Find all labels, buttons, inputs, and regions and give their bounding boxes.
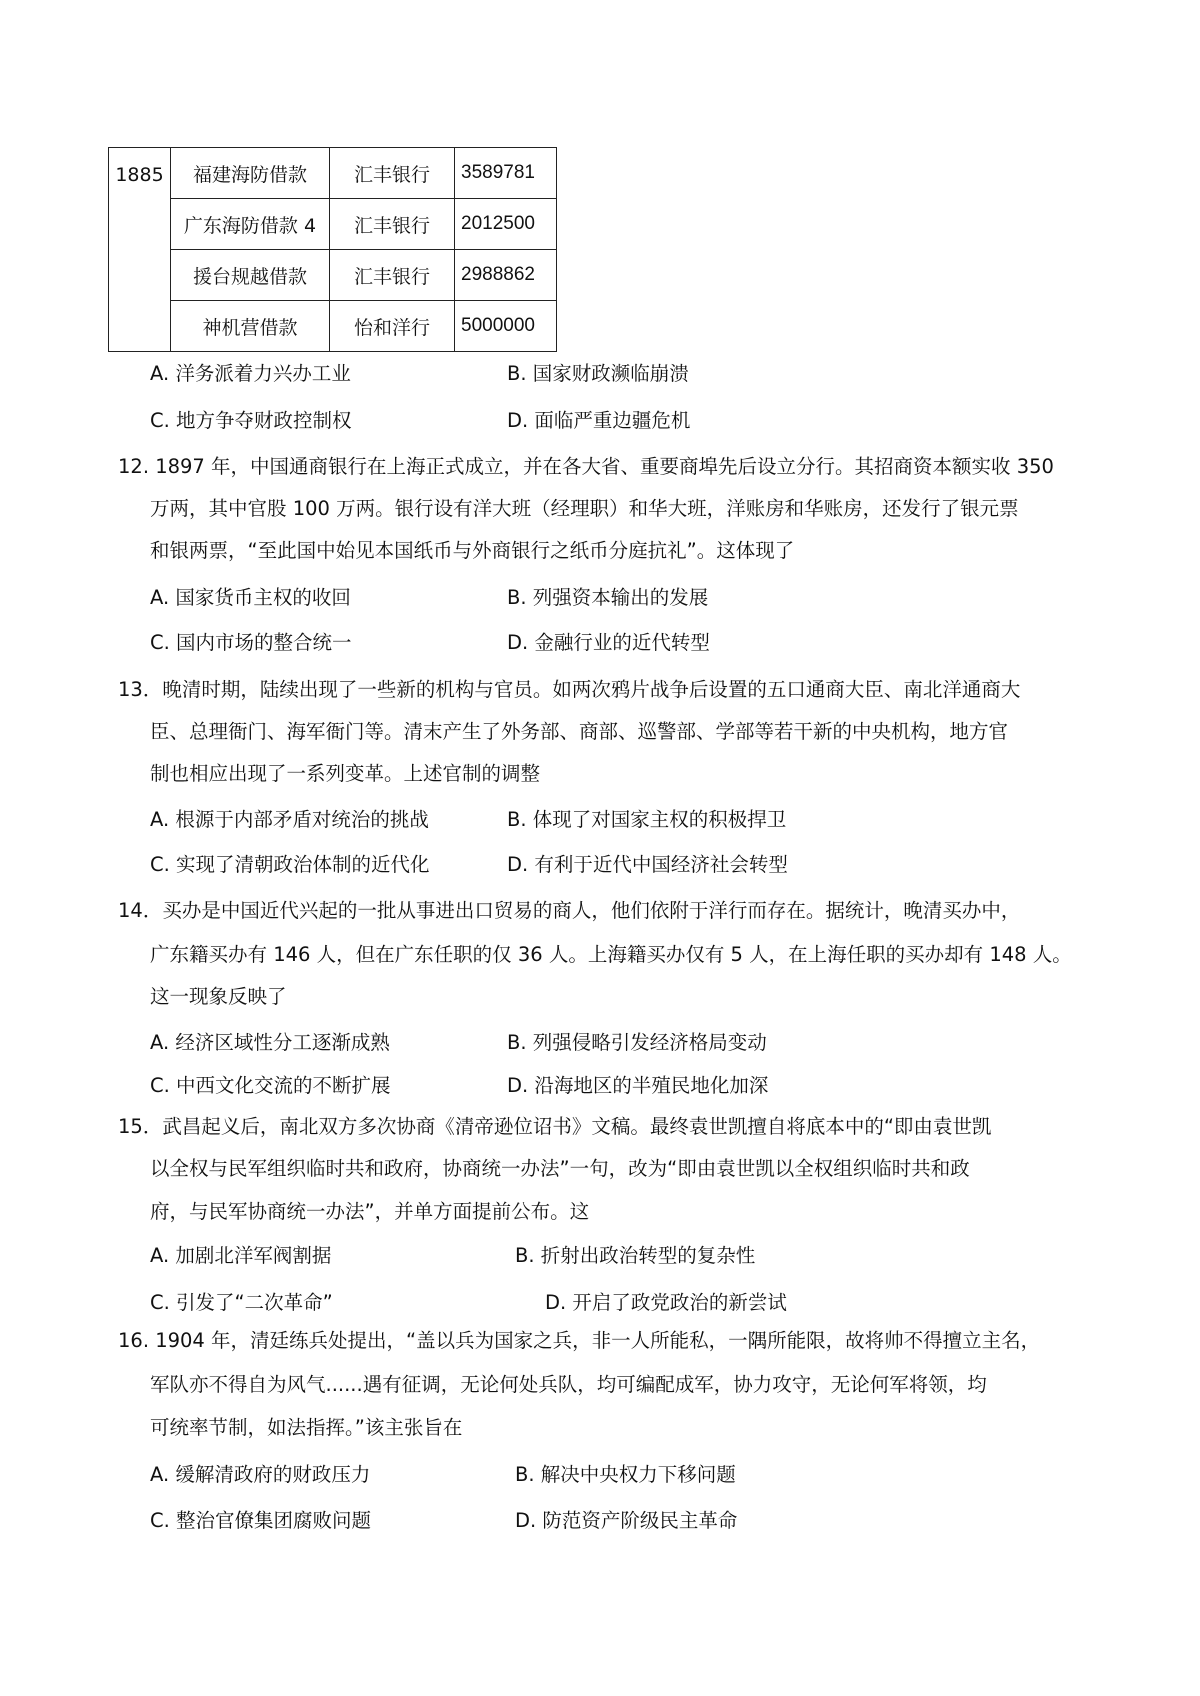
q14-option-b: B. 列强侵略引发经济格局变动 — [507, 1031, 767, 1054]
table-cell-year: 1885 — [109, 148, 171, 352]
q15-stem-line-3: 府，与民军协商统一办法”，并单方面提前公布。这 — [150, 1200, 590, 1223]
table-row — [109, 301, 557, 352]
q16-option-d: D. 防范资产阶级民主革命 — [515, 1509, 738, 1532]
q12-option-c: C. 国内市场的整合统一 — [150, 631, 352, 654]
q11-option-b: B. 国家财政濒临崩溃 — [507, 362, 689, 385]
table-cell-loan-name: 神机营借款 — [171, 301, 330, 352]
q12-stem-line-1: 12. 1897 年，中国通商银行在上海正式成立，并在各大省、重要商埠先后设立分行。其招商资本额实收 350 — [118, 455, 1054, 478]
q14-stem-line-2: 广东籍买办有 146 人，但在广东任职的仅 36 人。上海籍买办仅有 5 人，在上海任职的买办却有 148 人。 — [150, 943, 1072, 966]
q12-option-d: D. 金融行业的近代转型 — [507, 631, 710, 654]
q13-stem-line-3: 制也相应出现了一系列变革。上述官制的调整 — [150, 762, 541, 785]
q13-option-d: D. 有利于近代中国经济社会转型 — [507, 853, 788, 876]
table-cell-bank: 汇丰银行 — [330, 199, 455, 250]
q12-stem-line-2: 万两，其中官股 100 万两。银行设有洋大班（经理职）和华大班，洋账房和华账房，还发行了银元票 — [150, 497, 1019, 520]
q11-option-d: D. 面临严重边疆危机 — [507, 409, 691, 432]
table-cell-loan-name: 广东海防借款 4 — [171, 199, 330, 250]
q16-stem-line-1: 16. 1904 年，清廷练兵处提出，“盖以兵为国家之兵，非一人所能私，一隅所能限，故将帅不得擅立主名， — [118, 1329, 1041, 1352]
table-cell-amount: 5000000 — [455, 301, 557, 352]
q12-stem-line-3: 和银两票，“至此国中始见本国纸币与外商银行之纸币分庭抗礼”。这体现了 — [150, 539, 795, 562]
q13-option-c: C. 实现了清朝政治体制的近代化 — [150, 853, 430, 876]
table-cell-amount: 2988862 — [455, 250, 557, 301]
q16-stem-line-2: 军队亦不得自为风气......遇有征调，无论何处兵队，均可编配成军，协力攻守，无论何军将领，均 — [150, 1373, 987, 1396]
q13-option-b: B. 体现了对国家主权的积极捍卫 — [507, 808, 787, 831]
q11-option-c: C. 地方争夺财政控制权 — [150, 409, 352, 432]
table-cell-amount: 3589781 — [455, 148, 557, 199]
loan-table — [108, 147, 557, 352]
q15-stem-line-2: 以全权与民军组织临时共和政府，协商统一办法”一句，改为“即由袁世凯以全权组织临时共和政 — [150, 1157, 970, 1180]
q13-stem-line-1: 13．晚清时期，陆续出现了一些新的机构与官员。如两次鸦片战争后设置的五口通商大臣、南北洋通商大 — [118, 678, 1021, 701]
q12-option-b: B. 列强资本输出的发展 — [507, 586, 709, 609]
q16-option-b: B. 解决中央权力下移问题 — [515, 1463, 736, 1486]
table-cell-bank: 汇丰银行 — [330, 148, 455, 199]
q13-stem-line-2: 臣、总理衙门、海军衙门等。清末产生了外务部、商部、巡警部、学部等若干新的中央机构，地方官 — [150, 720, 1009, 743]
q14-stem-line-3: 这一现象反映了 — [150, 985, 287, 1008]
table-cell-bank: 怡和洋行 — [330, 301, 455, 352]
q15-stem-line-1: 15．武昌起义后，南北双方多次协商《清帝逊位诏书》文稿。最终袁世凯擅自将底本中的“即由袁世凯 — [118, 1115, 992, 1138]
q11-option-a: A. 洋务派着力兴办工业 — [150, 362, 351, 385]
table-row — [109, 148, 557, 199]
table-row — [109, 199, 557, 250]
q13-option-a: A. 根源于内部矛盾对统治的挑战 — [150, 808, 429, 831]
q15-option-a: A. 加剧北洋军阀割据 — [150, 1244, 332, 1267]
q14-option-a: A. 经济区域性分工逐渐成熟 — [150, 1031, 390, 1054]
q16-option-a: A. 缓解清政府的财政压力 — [150, 1463, 371, 1486]
table-cell-loan-name: 援台规越借款 — [171, 250, 330, 301]
q16-stem-line-3: 可统率节制，如法指挥。”该主张旨在 — [150, 1416, 463, 1439]
q15-option-d: D. 开启了政党政治的新尝试 — [545, 1291, 787, 1314]
q14-option-c: C. 中西文化交流的不断扩展 — [150, 1074, 391, 1097]
q16-option-c: C. 整治官僚集团腐败问题 — [150, 1509, 372, 1532]
q12-option-a: A. 国家货币主权的收回 — [150, 586, 351, 609]
table-cell-loan-name: 福建海防借款 — [171, 148, 330, 199]
table-cell-amount: 2012500 — [455, 199, 557, 250]
q14-option-d: D. 沿海地区的半殖民地化加深 — [507, 1074, 769, 1097]
q15-option-c: C. 引发了“二次革命” — [150, 1291, 333, 1314]
table-row — [109, 250, 557, 301]
q14-stem-line-1: 14．买办是中国近代兴起的一批从事进出口贸易的商人，他们依附于洋行而存在。据统计，晚清买办中， — [118, 899, 1021, 922]
table-cell-bank: 汇丰银行 — [330, 250, 455, 301]
q15-option-b: B. 折射出政治转型的复杂性 — [515, 1244, 756, 1267]
